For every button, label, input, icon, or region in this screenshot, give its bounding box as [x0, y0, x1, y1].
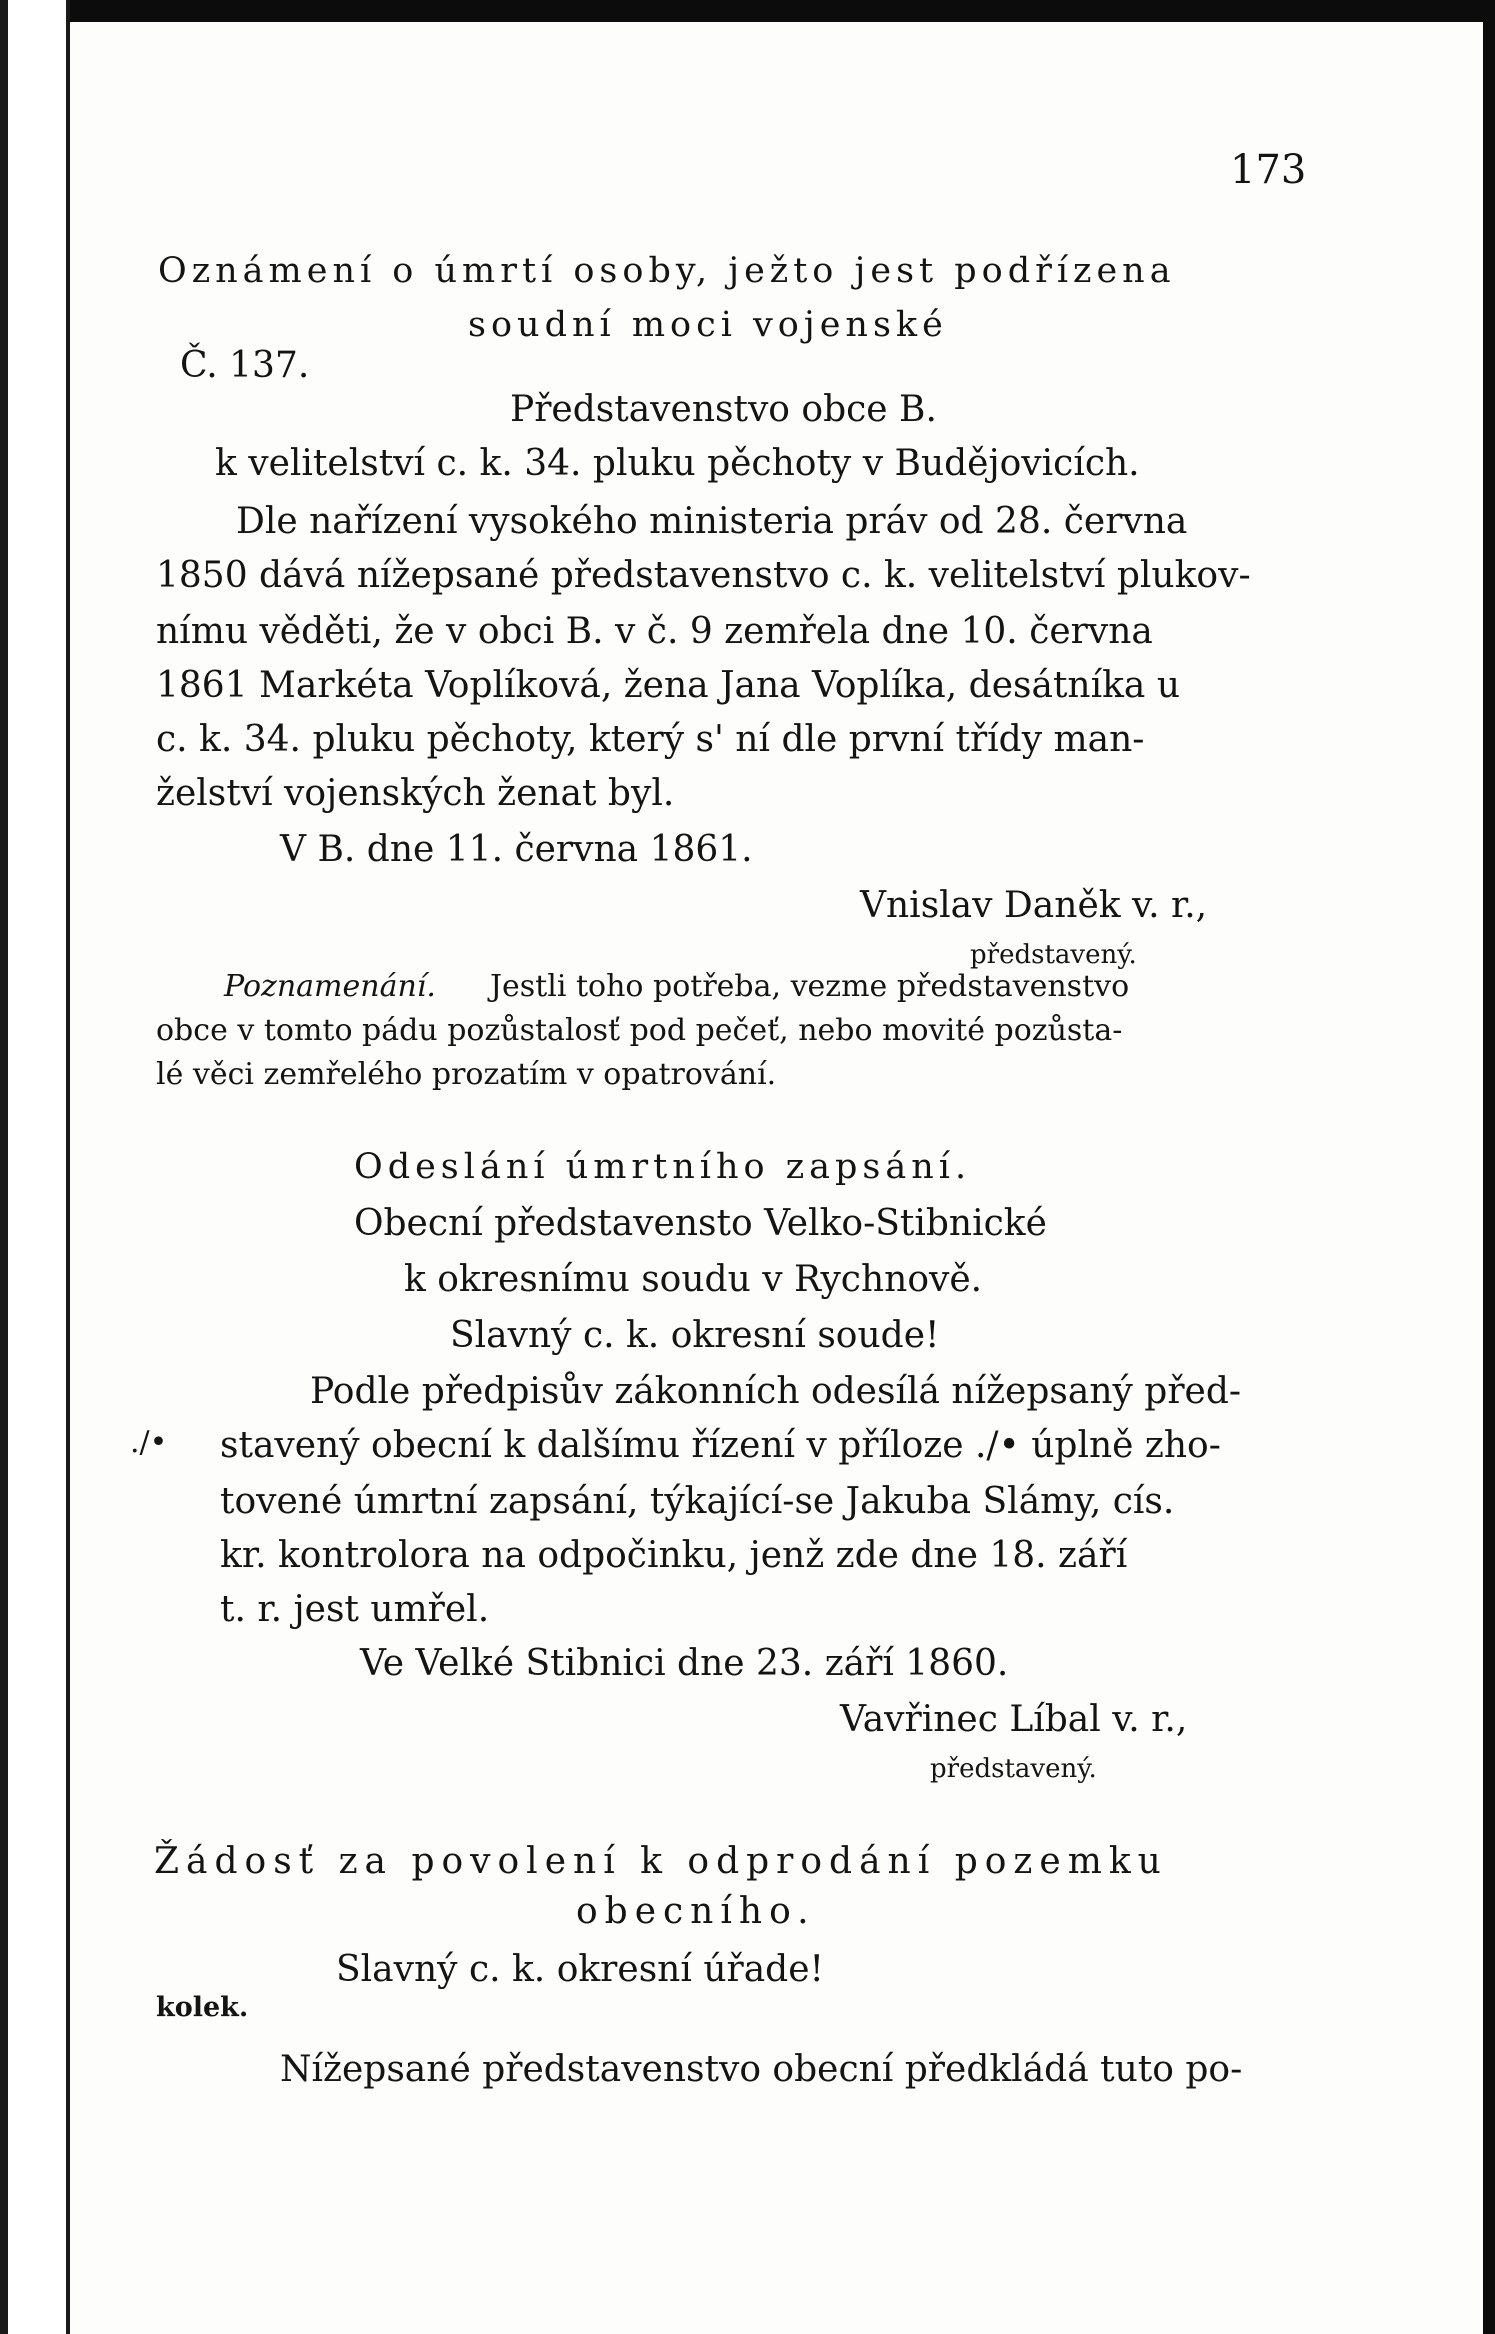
section3-body-start: Nížepsané představenstvo obecní předkládá tuto po-: [280, 2049, 1243, 2090]
section1-number: Č. 137.: [180, 345, 310, 386]
section1-signature: Vnislav Daněk v. r.,: [860, 885, 1208, 926]
section2-salutation: Slavný c. k. okresní soude!: [450, 1315, 940, 1356]
section1-title-line2: soudní moci vojenské: [468, 305, 948, 345]
section2-body-line: stavený obecní k dalšímu řízení v příloze ./• úplně zho-: [220, 1425, 1221, 1466]
section3-title-line1: Žádosť za povolení k odprodání pozemku: [154, 1841, 1168, 1882]
section2-date: Ve Velké Stibnici dne 23. září 1860.: [360, 1643, 1009, 1684]
section1-note-line: obce v tomto pádu pozůstalosť pod pečeť, nebo movité pozůsta-: [156, 1013, 1123, 1048]
section1-body-line: c. k. 34. pluku pěchoty, který s' ní dle první třídy man-: [156, 719, 1145, 760]
scan-border-top: [0, 0, 1495, 22]
section2-body-line: t. r. jest umřel.: [220, 1589, 490, 1630]
section2-body-line: tovené úmrtní zapsání, týkající-se Jakuba Slámy, cís.: [220, 1481, 1175, 1522]
section1-date: V B. dne 11. června 1861.: [280, 829, 753, 870]
section1-body-line: 1850 dává nížepsané představenstvo c. k. velitelství plukov-: [156, 555, 1251, 596]
scan-border-left: [0, 0, 70, 2334]
section1-body-line: želství vojenských ženat byl.: [156, 773, 675, 814]
section2-from: Obecní představensto Velko-Stibnické: [354, 1203, 1047, 1244]
scan-border-right: [1483, 0, 1495, 2334]
section1-note-line: lé věci zemřelého prozatím v opatrování.: [156, 1057, 777, 1092]
section1-note-label: Poznamenání.: [224, 969, 436, 1004]
section2-margin-mark: ./•: [130, 1425, 168, 1460]
section2-to: k okresnímu soudu v Rychnově.: [404, 1259, 983, 1300]
section2-body-line: kr. kontrolora na odpočinku, jenž zde dne 18. září: [220, 1535, 1128, 1576]
section1-body-line: nímu věděti, že v obci B. v č. 9 zemřela dne 10. června: [156, 611, 1153, 652]
section2-body-line: Podle předpisův zákonních odesílá nížepsaný před-: [310, 1371, 1242, 1412]
section1-signature-role: představený.: [970, 940, 1137, 970]
section3-title-line2: obecního.: [576, 1891, 816, 1932]
section1-title-line1: Oznámení o úmrtí osoby, ježto jest podřízena: [158, 251, 1176, 291]
section2-title: Odeslání úmrtního zapsání.: [354, 1147, 972, 1187]
section3-kolek: kolek.: [156, 1992, 249, 2023]
section1-note-line: Jestli toho potřeba, vezme představenstvo: [490, 969, 1130, 1004]
section1-body-line: Dle nařízení vysokého ministeria práv od 28. června: [236, 501, 1188, 542]
section1-to: k velitelství c. k. 34. pluku pěchoty v Budějovicích.: [215, 443, 1140, 484]
section1-body-line: 1861 Markéta Voplíková, žena Jana Voplíka, desátníka u: [156, 665, 1181, 706]
section1-from: Představenstvo obce B.: [510, 389, 937, 430]
page-number: 173: [1230, 147, 1307, 193]
section2-signature-role: představený.: [930, 1754, 1097, 1784]
scan-border-left-edge: [0, 0, 8, 2334]
section3-salutation: Slavný c. k. okresní úřade!: [336, 1949, 824, 1990]
section2-signature: Vavřinec Líbal v. r.,: [840, 1699, 1188, 1740]
